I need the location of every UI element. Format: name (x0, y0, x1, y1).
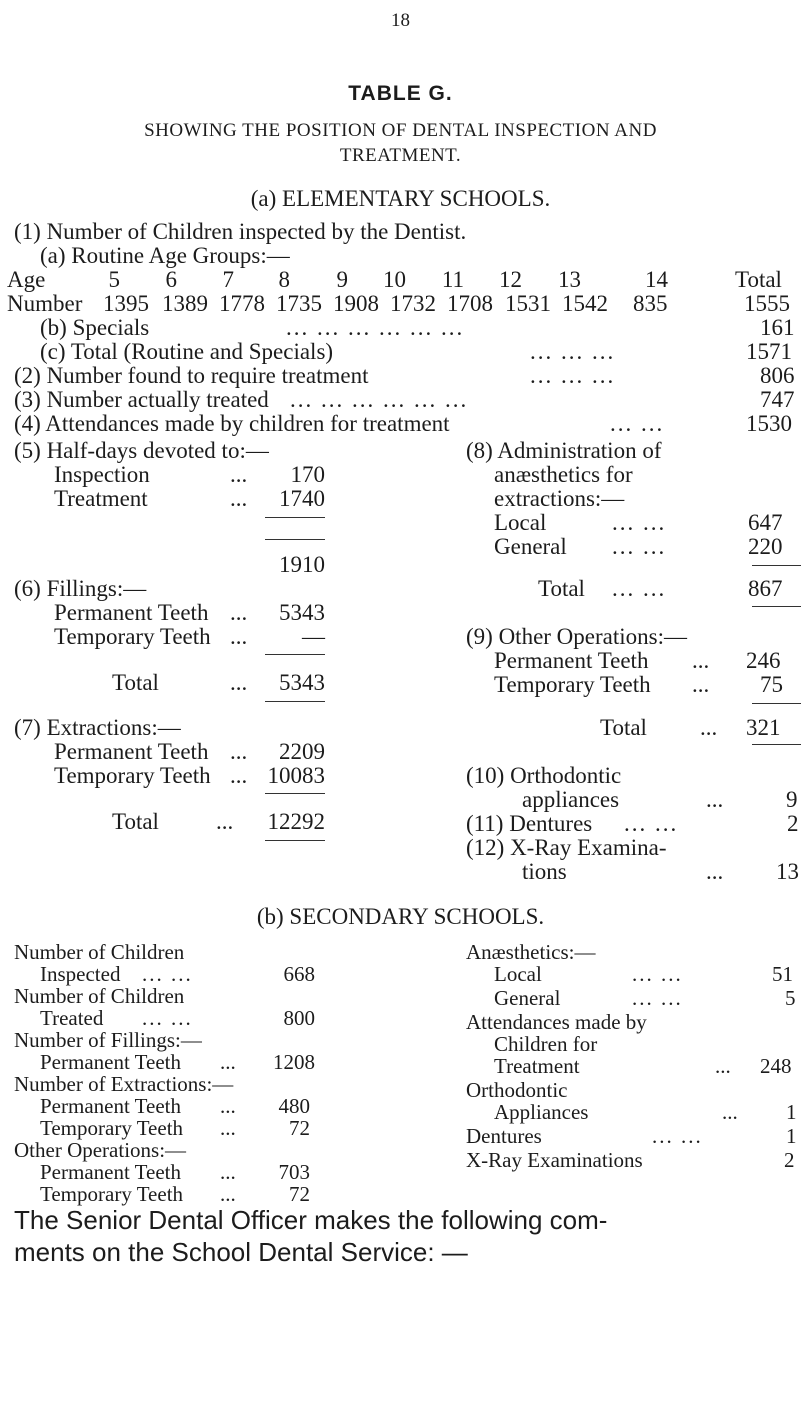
dot-leader: ... (230, 624, 248, 649)
dot-leader: ... ... (142, 962, 193, 986)
anaesthetic-general-label: General (494, 534, 567, 559)
age-8: 8 (278, 267, 290, 292)
dot-leader: ... ... (612, 510, 667, 535)
item-11-value: 2 (787, 811, 799, 836)
sec-other-permanent-label: Permanent Teeth (40, 1160, 182, 1184)
dot-leader: ... (722, 1100, 738, 1124)
dot-leader: ... (230, 486, 248, 511)
number-age-9: 1908 (333, 291, 379, 316)
footer-line-1: The Senior Dental Officer makes the following com- (14, 1205, 608, 1235)
sec-xray-label: X-Ray Examinations (466, 1148, 643, 1172)
dot-leader: ... (692, 648, 710, 673)
dot-leader: ... (230, 739, 248, 764)
sec-other-temporary-label: Temporary Teeth (40, 1182, 184, 1206)
sec-dentures-value: 1 (786, 1124, 797, 1148)
dot-leader: ... ... (632, 962, 683, 986)
other-permanent-label: Permanent Teeth (494, 648, 649, 673)
item-1-label: (1) Number of Children inspected by the Dentist. (14, 219, 467, 244)
extractions-total-value: 12292 (267, 809, 325, 834)
dot-leader: ... ... (652, 1124, 703, 1148)
anaesthetic-local-value: 647 (748, 510, 783, 535)
elementary-heading: (a) ELEMENTARY SCHOOLS. (250, 186, 551, 211)
age-9: 9 (336, 267, 348, 292)
sec-attendances-line-3: Treatment (494, 1054, 580, 1078)
routine-age-groups-label: (a) Routine Age Groups:— (40, 243, 290, 268)
number-total: 1555 (744, 291, 790, 316)
item-4-label: (4) Attendances made by children for treatment (14, 411, 450, 436)
fillings-permanent-label: Permanent Teeth (54, 600, 209, 625)
other-temporary-value: 75 (760, 672, 783, 697)
number-age-5: 1395 (103, 291, 149, 316)
dot-leader: ... (700, 715, 718, 740)
dot-leader: ... (715, 1054, 731, 1078)
number-age-7: 1778 (219, 291, 265, 316)
dot-leader: ... (692, 672, 710, 697)
divider (752, 606, 801, 607)
dot-leader: ... ... (632, 986, 683, 1010)
footer-line-2: ments on the School Dental Service: — (14, 1237, 468, 1267)
total-routine-specials-value: 1571 (746, 339, 792, 364)
item-2-value: 806 (760, 363, 795, 388)
divider (752, 703, 801, 704)
other-total-value: 321 (746, 715, 781, 740)
sec-treated-line-1: Number of Children (14, 984, 185, 1008)
item-6-label: (6) Fillings:— (14, 576, 147, 601)
extractions-permanent-value: 2209 (279, 739, 325, 764)
age-label: Age (7, 267, 46, 292)
age-10: 10 (383, 267, 406, 292)
dot-leader: ... ... ... (530, 363, 616, 388)
dot-leader: ... ... ... ... ... ... (290, 387, 469, 412)
total-routine-specials-label: (c) Total (Routine and Specials) (40, 339, 334, 364)
item-8-line-3: extractions:— (494, 486, 625, 511)
divider (265, 701, 325, 702)
sec-treated-line-2: Treated (40, 1006, 104, 1030)
sec-extractions-label: Number of Extractions:— (14, 1072, 234, 1096)
number-age-13: 1542 (562, 291, 608, 316)
item-8-line-2: anæsthetics for (494, 462, 633, 487)
anaesthetic-total-label: Total (538, 576, 585, 601)
sec-local-label: Local (494, 962, 542, 986)
extractions-temporary-value: 10083 (267, 763, 325, 788)
number-age-6: 1389 (162, 291, 208, 316)
age-13: 13 (558, 267, 581, 292)
sec-extractions-permanent-value: 480 (278, 1094, 310, 1118)
sec-treated-value: 800 (283, 1006, 315, 1030)
dot-leader: ... (230, 670, 248, 695)
divider (265, 517, 325, 518)
inspection-value: 170 (290, 462, 325, 487)
age-6: 6 (165, 267, 177, 292)
sec-attendances-value: 248 (760, 1054, 792, 1078)
item-10-line-2: appliances (522, 787, 620, 812)
fillings-temporary-value: — (302, 624, 325, 649)
sec-xray-value: 2 (784, 1148, 795, 1172)
divider (265, 840, 325, 841)
dot-leader: ... ... (610, 411, 665, 436)
dot-leader: ... (220, 1050, 236, 1074)
sec-orthodontic-line-2: Appliances (494, 1100, 589, 1124)
divider (752, 565, 801, 566)
subtitle-line-2: TREATMENT. (339, 145, 462, 166)
subtitle-line-1: SHOWING THE POSITION OF DENTAL INSPECTION AND (144, 120, 657, 141)
dot-leader: ... ... (624, 811, 679, 836)
number-label: Number (7, 291, 83, 316)
specials-label: (b) Specials (40, 315, 150, 340)
sec-anaesthetics-label: Anæsthetics:— (466, 940, 596, 964)
divider (265, 539, 325, 540)
dot-leader: ... (706, 859, 724, 884)
treatment-value: 1740 (279, 486, 325, 511)
anaesthetic-general-value: 220 (748, 534, 783, 559)
item-12-line-1: (12) X-Ray Examina- (466, 835, 667, 860)
item-12-value: 13 (776, 859, 799, 884)
number-age-8: 1735 (276, 291, 322, 316)
dot-leader: ... (220, 1116, 236, 1140)
extractions-total-label: Total (112, 809, 159, 834)
anaesthetic-total-value: 867 (748, 576, 783, 601)
other-permanent-value: 246 (746, 648, 781, 673)
item-12-line-2: tions (522, 859, 567, 884)
sec-fillings-label: Number of Fillings:— (14, 1028, 202, 1052)
total-header: Total (735, 267, 782, 292)
sec-general-value: 5 (785, 986, 796, 1010)
dot-leader: ... (706, 787, 724, 812)
sec-general-label: General (494, 986, 561, 1010)
dot-leader: ... (216, 809, 234, 834)
divider (752, 744, 801, 745)
secondary-heading: (b) SECONDARY SCHOOLS. (256, 904, 545, 929)
item-5-label: (5) Half-days devoted to:— (14, 438, 269, 463)
number-age-14: 835 (633, 291, 668, 316)
dot-leader: ... (230, 600, 248, 625)
divider (265, 654, 325, 655)
number-age-11: 1708 (447, 291, 493, 316)
fillings-total-value: 5343 (279, 670, 325, 695)
age-7: 7 (222, 267, 234, 292)
specials-value: 161 (760, 315, 795, 340)
sec-orthodontic-line-1: Orthodontic (466, 1078, 568, 1102)
sec-attendances-line-1: Attendances made by (466, 1010, 647, 1034)
dot-leader: ... ... ... ... ... ... (286, 315, 465, 340)
item-2-label: (2) Number found to require treatment (14, 363, 369, 388)
number-age-12: 1531 (505, 291, 551, 316)
age-5: 5 (108, 267, 120, 292)
dot-leader: ... (220, 1094, 236, 1118)
dot-leader: ... (230, 462, 248, 487)
fillings-permanent-value: 5343 (279, 600, 325, 625)
anaesthetic-local-label: Local (494, 510, 547, 535)
sec-extractions-temporary-value: 72 (289, 1116, 310, 1140)
age-12: 12 (499, 267, 522, 292)
dot-leader: ... ... (612, 576, 667, 601)
dot-leader: ... (230, 763, 248, 788)
item-4-value: 1530 (746, 411, 792, 436)
item-11-label: (11) Dentures (466, 811, 593, 836)
item-9-label: (9) Other Operations:— (466, 624, 687, 649)
item-3-value: 747 (760, 387, 795, 412)
extractions-permanent-label: Permanent Teeth (54, 739, 209, 764)
treatment-label: Treatment (54, 486, 148, 511)
other-total-label: Total (600, 715, 647, 740)
page-number: 18 (391, 10, 410, 31)
sec-dentures-label: Dentures (466, 1124, 542, 1148)
other-temporary-label: Temporary Teeth (494, 672, 651, 697)
sec-inspected-line-2: Inspected (40, 962, 121, 986)
sec-fillings-permanent-value: 1208 (273, 1050, 315, 1074)
item-8-line-1: (8) Administration of (466, 438, 662, 463)
fillings-total-label: Total (112, 670, 159, 695)
dot-leader: ... ... (142, 1006, 193, 1030)
sec-other-label: Other Operations:— (14, 1138, 187, 1162)
item-10-line-1: (10) Orthodontic (466, 763, 622, 788)
sec-other-temporary-value: 72 (289, 1182, 310, 1206)
sec-fillings-permanent-label: Permanent Teeth (40, 1050, 182, 1074)
number-age-10: 1732 (390, 291, 436, 316)
sec-inspected-line-1: Number of Children (14, 940, 185, 964)
dot-leader: ... (220, 1182, 236, 1206)
dot-leader: ... (220, 1160, 236, 1184)
sec-extractions-temporary-label: Temporary Teeth (40, 1116, 184, 1140)
item-10-value: 9 (786, 787, 798, 812)
fillings-temporary-label: Temporary Teeth (54, 624, 211, 649)
table-title: TABLE G. (348, 82, 453, 105)
age-11: 11 (441, 267, 464, 292)
item-7-label: (7) Extractions:— (14, 715, 181, 740)
sec-attendances-line-2: Children for (494, 1032, 598, 1056)
sec-inspected-value: 668 (283, 962, 315, 986)
half-days-total: 1910 (279, 552, 325, 577)
inspection-label: Inspection (54, 462, 150, 487)
sec-orthodontic-value: 1 (786, 1100, 797, 1124)
age-14: 14 (645, 267, 668, 292)
sec-extractions-permanent-label: Permanent Teeth (40, 1094, 182, 1118)
dot-leader: ... ... ... (530, 339, 616, 364)
sec-other-permanent-value: 703 (278, 1160, 310, 1184)
extractions-temporary-label: Temporary Teeth (54, 763, 211, 788)
dot-leader: ... ... (612, 534, 667, 559)
item-3-label: (3) Number actually treated (14, 387, 269, 412)
divider (265, 793, 325, 794)
sec-local-value: 51 (772, 962, 793, 986)
